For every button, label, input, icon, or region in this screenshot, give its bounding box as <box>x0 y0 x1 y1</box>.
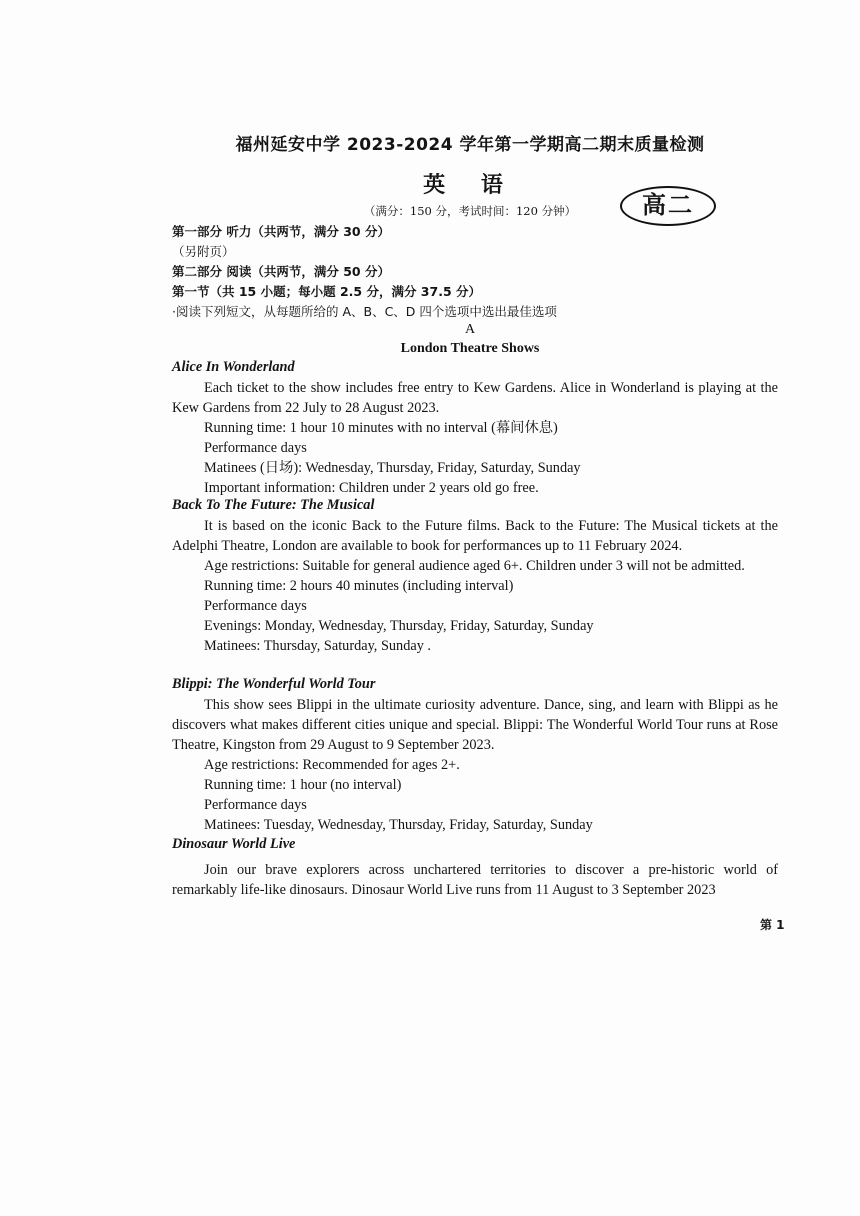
show-paragraph: Join our brave explorers across unchartered territories to discover a pre-historic world of remarkably life-like dinosaurs. Dinosaur World Live runs from 11 August to 3 September 2023 <box>172 862 778 898</box>
show-detail: Matinees (日场): Wednesday, Thursday, Friday, Saturday, Sunday <box>204 460 581 476</box>
show-detail: Performance days <box>204 797 307 813</box>
part2-heading: 第二部分 阅读（共两节，满分 50 分） <box>172 264 390 279</box>
show-body <box>172 695 778 835</box>
instructions: ·阅读下列短文，从每题所给的 A、B、C、D 四个选项中选出最佳选项 <box>172 304 557 319</box>
show-detail: Age restrictions: Recommended for ages 2+. <box>204 757 460 773</box>
show-paragraph: This show sees Blippi in the ultimate curiosity adventure. Dance, sing, and learn with Blippi as he discovers what makes different cities unique and special. Blippi: The Wonderful World Tour runs at Rose Theatre, Kingston from 29 August to 9 September 2023. <box>172 697 778 753</box>
section1-heading: 第一节（共 15 小题；每小题 2.5 分，满分 37.5 分） <box>172 284 481 299</box>
show-detail: Running time: 2 hours 40 minutes (including interval) <box>204 578 514 594</box>
show-detail: Evenings: Monday, Wednesday, Thursday, Friday, Saturday, Sunday <box>204 618 594 634</box>
show-detail: Running time: 1 hour (no interval) <box>204 777 402 793</box>
part1-heading: 第一部分 听力（共两节，满分 30 分） <box>172 224 390 239</box>
part1-note: （另附页） <box>172 244 235 259</box>
show-detail: Matinees: Tuesday, Wednesday, Thursday, Friday, Saturday, Sunday <box>204 817 593 833</box>
show-title: Alice In Wonderland <box>172 359 295 375</box>
show-detail: Important information: Children under 2 years old go free. <box>204 480 539 496</box>
show-body <box>172 378 778 498</box>
exam-title: 福州延安中学 2023-2024 学年第一学期高二期末质量检测 <box>235 135 705 155</box>
show-title: Back To The Future: The Musical <box>172 497 375 513</box>
show-detail: Performance days <box>204 440 307 456</box>
page-number: 第 1 <box>760 918 785 932</box>
show-title: Dinosaur World Live <box>172 836 296 852</box>
show-title: Blippi: The Wonderful World Tour <box>172 676 376 692</box>
show-body <box>172 516 778 656</box>
score-note: （满分：150 分，考试时间：120 分钟） <box>363 204 577 218</box>
grade-stamp: 高二 <box>620 186 716 226</box>
passage-letter: A <box>464 322 476 337</box>
subject-heading: 英 语 <box>423 173 517 198</box>
show-detail: Matinees: Thursday, Saturday, Sunday . <box>204 638 431 654</box>
show-paragraph: Each ticket to the show includes free entry to Kew Gardens. Alice in Wonderland is playing at the Kew Gardens from 22 July to 28 August 2023. <box>172 380 778 416</box>
show-paragraph: Age restrictions: Suitable for general audience aged 6+. Children under 3 will not be admitted. <box>204 558 745 574</box>
show-body <box>172 860 778 900</box>
show-paragraph: It is based on the iconic Back to the Future films. Back to the Future: The Musical tickets at the Adelphi Theatre, London are available to book for performances up to 11 February 2024. <box>172 518 778 554</box>
show-detail: Performance days <box>204 598 307 614</box>
passage-title: London Theatre Shows <box>400 341 540 356</box>
show-detail: Running time: 1 hour 10 minutes with no interval (幕间休息) <box>204 420 558 436</box>
